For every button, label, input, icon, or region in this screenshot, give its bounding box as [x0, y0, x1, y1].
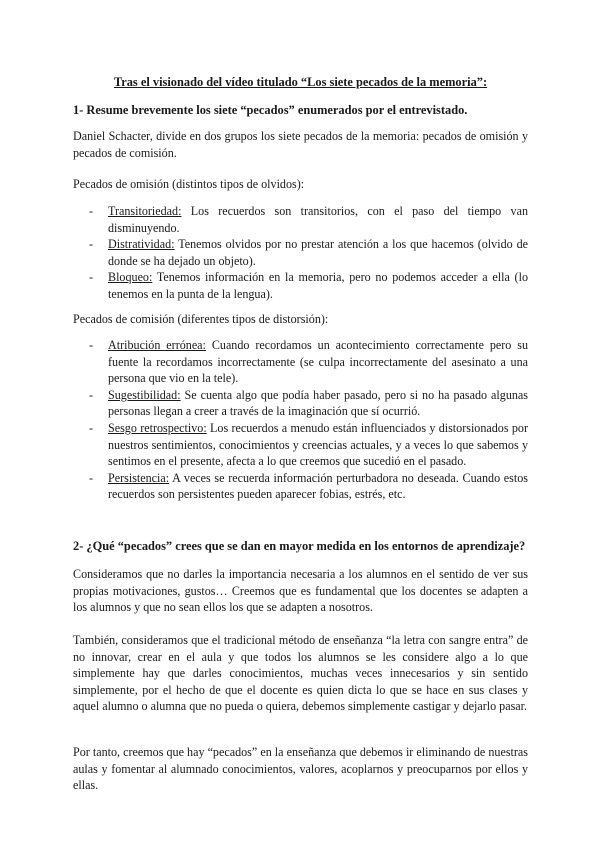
list-item [73, 337, 528, 387]
question-1-heading: 1- Resume brevemente los siete “pecados” enumerados por el entrevistado. [73, 103, 468, 117]
list-item-term: Transitoriedad: [108, 204, 182, 218]
list-item-text: Se cuenta algo que podía haber pasado, pero si no ha pasado algunas personas llegan a creer a través de la imaginación que sí ocurrió. [108, 387, 528, 419]
list-item-term: Bloqueo: [108, 270, 153, 285]
dash-bullet: - [89, 420, 94, 435]
omission-list [73, 203, 528, 303]
list-item-text: Los recuerdos son transitorios, con el paso del tiempo van disminuyendo. [108, 204, 528, 235]
question-2-heading: 2- ¿Qué “pecados” crees que se dan en mayor medida en los entornos de aprendizaje? [73, 539, 526, 553]
q2-paragraph-3: Por tanto, creemos que hay “pecados” en la enseñanza que debemos ir eliminando de nuestras aulas y fomentar al alumnado conocimientos, valores, acoplarnos y preocuparnos por ellos y ellas. [73, 745, 528, 793]
list-item-text: A veces se recuerda información perturbadora no deseada. Cuando estos recuerdos son persistentes pueden aparecer fobias, estrés, etc. [108, 470, 528, 502]
list-item-term: Distratividad: [108, 237, 175, 252]
q2-paragraph-2: También, consideramos que el tradicional método de enseñanza “la letra con sangre entra” de no innovar, crear en el aula y que todos los alumnos se les considere algo a lo que simplemente hay que darles conocimientos, muchas veces innecesarios y sin sentido simplemente, por el hecho de que el docente es quien dicta lo que se hace en sus clases y aquel alumno o alumna que no pueda o quiera, debemos simplemente castigar y dejarlo pasar. [73, 633, 528, 714]
list-item [73, 203, 528, 236]
dash-bullet: - [89, 338, 94, 352]
list-item-text: Tenemos olvidos por no prestar atención a los que hacemos (olvido de donde se ha dejado un objeto). [108, 237, 528, 268]
dash-bullet: - [89, 470, 94, 485]
q1-intro-paragraph: Daniel Schacter, divide en dos grupos los siete pecados de la memoria: pecados de omisión y pecados de comisión. [73, 129, 528, 160]
omission-label: Pecados de omisión (distintos tipos de olvidos): [73, 177, 305, 191]
list-item-text: Tenemos información en la memoria, pero no podemos acceder a ella (lo tenemos en la punta de la lengua). [108, 270, 528, 301]
commission-label: Pecados de comisión (diferentes tipos de distorsión): [73, 312, 329, 326]
list-item [73, 387, 528, 420]
list-item-term: Atribución errónea: [108, 338, 206, 352]
list-item-text: Cuando recordamos un acontecimiento correctamente pero su fuente la recordamos incorrectamente (se culpa incorrectamente del asesinato a una persona que vio en la tele). [108, 338, 528, 386]
list-item-term: Sesgo retrospectivo: [108, 420, 207, 435]
dash-bullet: - [89, 237, 94, 252]
list-item [73, 269, 528, 302]
list-item-text: Los recuerdos a menudo están influenciados y distorsionados por nuestros sentimientos, conocimientos y creencias actuales, y a veces lo que sabemos y sentimos en el presente, afecta a lo que creemos que sucedió en el pasado. [108, 420, 528, 469]
q2-paragraph-1: Consideramos que no darles la importancia necesaria a los alumnos en el sentido de ver sus propias motivaciones, gustos… Creemos que es fundamental que los docentes se adapten a los alumnos y que no sean ellos los que se adapten a nosotros. [73, 567, 528, 615]
list-item-term: Persistencia: [108, 470, 170, 485]
list-item [73, 236, 528, 269]
dash-bullet: - [89, 387, 94, 402]
list-item [73, 420, 528, 470]
dash-bullet: - [89, 204, 94, 218]
document-title: Tras el visionado del vídeo titulado “Los siete pecados de la memoria”: [113, 75, 488, 89]
list-item-term: Sugestibilidad: [108, 387, 181, 402]
list-item [73, 470, 528, 503]
dash-bullet: - [89, 270, 94, 285]
commission-list [73, 337, 528, 503]
